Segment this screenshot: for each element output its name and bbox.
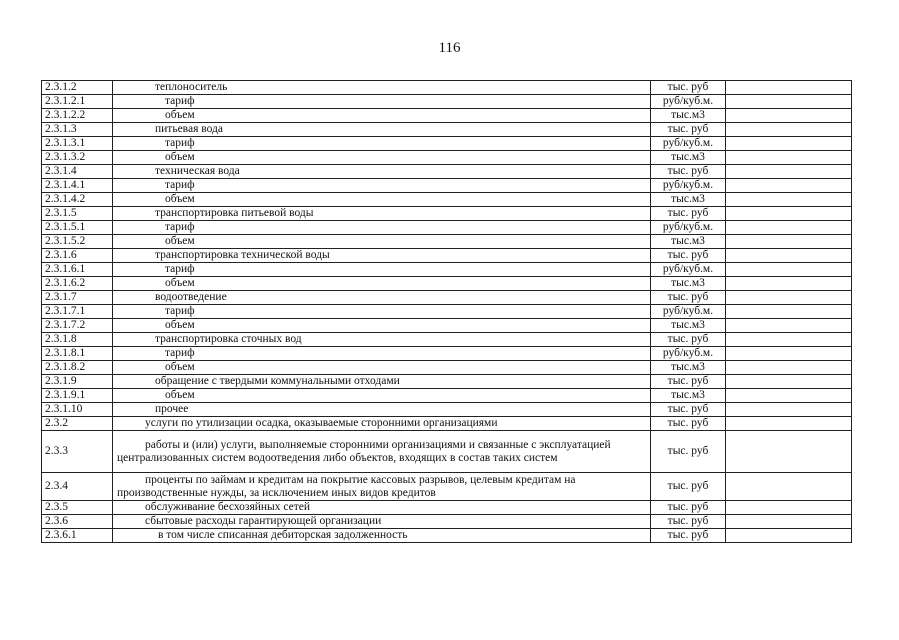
row-code: 2.3.1.5.2: [42, 235, 113, 249]
row-unit: тыс. руб: [651, 165, 726, 179]
row-unit: тыс.м3: [651, 277, 726, 291]
row-name: объем: [113, 361, 651, 375]
row-name: тариф: [113, 221, 651, 235]
table-row: [42, 221, 852, 235]
row-code: 2.3.3: [42, 431, 113, 473]
row-name: транспортировка сточных вод: [113, 333, 651, 347]
row-code: 2.3.1.4.2: [42, 193, 113, 207]
row-unit: тыс.м3: [651, 151, 726, 165]
row-code: 2.3.1.3.1: [42, 137, 113, 151]
row-code: 2.3.1.8.2: [42, 361, 113, 375]
row-unit: руб/куб.м.: [651, 263, 726, 277]
row-unit: тыс. руб: [651, 417, 726, 431]
table-row: [42, 277, 852, 291]
table-row: [42, 249, 852, 263]
table-row: [42, 375, 852, 389]
row-value-cell: [726, 221, 852, 235]
row-unit: руб/куб.м.: [651, 95, 726, 109]
table-row: [42, 137, 852, 151]
row-name: тариф: [113, 305, 651, 319]
table-row: [42, 515, 852, 529]
row-name: тариф: [113, 347, 651, 361]
table-row: [42, 193, 852, 207]
row-name: теплоноситель: [113, 81, 651, 95]
row-value-cell: [726, 95, 852, 109]
row-unit: тыс.м3: [651, 235, 726, 249]
row-name: объем: [113, 389, 651, 403]
row-code: 2.3.6: [42, 515, 113, 529]
row-value-cell: [726, 305, 852, 319]
table-row: [42, 319, 852, 333]
table-row: [42, 95, 852, 109]
row-code: 2.3.1.2: [42, 81, 113, 95]
row-name: тариф: [113, 137, 651, 151]
row-value-cell: [726, 501, 852, 515]
row-value-cell: [726, 165, 852, 179]
row-unit: тыс.м3: [651, 193, 726, 207]
table-row: [42, 403, 852, 417]
table-row: [42, 431, 852, 473]
table-row: [42, 501, 852, 515]
row-value-cell: [726, 123, 852, 137]
row-value-cell: [726, 277, 852, 291]
table-row: [42, 305, 852, 319]
table-row: [42, 291, 852, 305]
row-name: транспортировка технической воды: [113, 249, 651, 263]
table-row: [42, 165, 852, 179]
row-unit: тыс. руб: [651, 529, 726, 543]
row-code: 2.3.1.4: [42, 165, 113, 179]
table-row: [42, 361, 852, 375]
row-name: проценты по займам и кредитам на покрытие кассовых разрывов, целевым кредитам на производственные нужды, за исключением иных видов кредитов: [113, 473, 651, 501]
row-name: питьевая вода: [113, 123, 651, 137]
row-unit: руб/куб.м.: [651, 221, 726, 235]
row-code: 2.3.1.10: [42, 403, 113, 417]
row-value-cell: [726, 193, 852, 207]
row-code: 2.3.1.8.1: [42, 347, 113, 361]
table-row: [42, 179, 852, 193]
row-unit: тыс. руб: [651, 501, 726, 515]
row-unit: тыс.м3: [651, 389, 726, 403]
row-value-cell: [726, 347, 852, 361]
row-unit: тыс.м3: [651, 361, 726, 375]
row-name: техническая вода: [113, 165, 651, 179]
row-value-cell: [726, 249, 852, 263]
row-value-cell: [726, 515, 852, 529]
row-unit: руб/куб.м.: [651, 347, 726, 361]
row-code: 2.3.1.8: [42, 333, 113, 347]
row-value-cell: [726, 81, 852, 95]
row-unit: тыс. руб: [651, 473, 726, 501]
row-unit: тыс. руб: [651, 249, 726, 263]
row-code: 2.3.1.7.1: [42, 305, 113, 319]
table-row: [42, 235, 852, 249]
row-value-cell: [726, 137, 852, 151]
row-name: обращение с твердыми коммунальными отходами: [113, 375, 651, 389]
row-unit: тыс. руб: [651, 291, 726, 305]
row-value-cell: [726, 417, 852, 431]
row-value-cell: [726, 151, 852, 165]
cost-table: [41, 80, 852, 543]
row-value-cell: [726, 473, 852, 501]
row-value-cell: [726, 431, 852, 473]
row-value-cell: [726, 207, 852, 221]
row-value-cell: [726, 403, 852, 417]
row-unit: тыс. руб: [651, 375, 726, 389]
row-code: 2.3.1.5: [42, 207, 113, 221]
table-row: [42, 529, 852, 543]
row-code: 2.3.1.6.2: [42, 277, 113, 291]
row-name: объем: [113, 193, 651, 207]
row-name: в том числе списанная дебиторская задолженность: [113, 529, 651, 543]
row-name: объем: [113, 235, 651, 249]
table-row: [42, 151, 852, 165]
table-row: [42, 417, 852, 431]
row-name: объем: [113, 151, 651, 165]
row-unit: руб/куб.м.: [651, 305, 726, 319]
row-name: услуги по утилизации осадка, оказываемые сторонними организациями: [113, 417, 651, 431]
row-code: 2.3.1.5.1: [42, 221, 113, 235]
row-code: 2.3.1.6.1: [42, 263, 113, 277]
row-unit: тыс. руб: [651, 333, 726, 347]
row-code: 2.3.1.6: [42, 249, 113, 263]
table-row: [42, 81, 852, 95]
table-row: [42, 207, 852, 221]
row-name: объем: [113, 277, 651, 291]
row-value-cell: [726, 109, 852, 123]
row-value-cell: [726, 361, 852, 375]
row-name: объем: [113, 319, 651, 333]
row-name: сбытовые расходы гарантирующей организации: [113, 515, 651, 529]
row-value-cell: [726, 375, 852, 389]
row-name: прочее: [113, 403, 651, 417]
row-code: 2.3.1.2.1: [42, 95, 113, 109]
row-value-cell: [726, 389, 852, 403]
page-number: 116: [438, 40, 461, 56]
row-unit: тыс.м3: [651, 109, 726, 123]
row-name: тариф: [113, 263, 651, 277]
row-code: 2.3.1.3: [42, 123, 113, 137]
row-value-cell: [726, 319, 852, 333]
row-name: обслуживание бесхозяйных сетей: [113, 501, 651, 515]
row-code: 2.3.1.2.2: [42, 109, 113, 123]
row-value-cell: [726, 179, 852, 193]
row-value-cell: [726, 529, 852, 543]
row-unit: тыс.м3: [651, 319, 726, 333]
row-code: 2.3.4: [42, 473, 113, 501]
row-unit: руб/куб.м.: [651, 179, 726, 193]
row-name: объем: [113, 109, 651, 123]
row-value-cell: [726, 235, 852, 249]
row-unit: тыс. руб: [651, 123, 726, 137]
table-row: [42, 263, 852, 277]
row-unit: тыс. руб: [651, 207, 726, 221]
row-name: работы и (или) услуги, выполняемые сторонними организациями и связанные с эксплуатацией централизованных систем водоотведения либо объектов, входящих в состав таких систем: [113, 431, 651, 473]
table-row: [42, 109, 852, 123]
row-unit: тыс. руб: [651, 81, 726, 95]
row-value-cell: [726, 291, 852, 305]
table-row: [42, 347, 852, 361]
row-code: 2.3.1.3.2: [42, 151, 113, 165]
row-code: 2.3.1.9: [42, 375, 113, 389]
row-code: 2.3.1.9.1: [42, 389, 113, 403]
row-code: 2.3.6.1: [42, 529, 113, 543]
row-code: 2.3.1.4.1: [42, 179, 113, 193]
table-row: [42, 389, 852, 403]
table-row: [42, 333, 852, 347]
row-unit: тыс. руб: [651, 403, 726, 417]
row-name: транспортировка питьевой воды: [113, 207, 651, 221]
row-value-cell: [726, 333, 852, 347]
row-name: тариф: [113, 179, 651, 193]
row-name: водоотведение: [113, 291, 651, 305]
row-code: 2.3.5: [42, 501, 113, 515]
row-unit: руб/куб.м.: [651, 137, 726, 151]
row-name: тариф: [113, 95, 651, 109]
row-code: 2.3.2: [42, 417, 113, 431]
row-unit: тыс. руб: [651, 515, 726, 529]
row-code: 2.3.1.7: [42, 291, 113, 305]
row-unit: тыс. руб: [651, 431, 726, 473]
table-row: [42, 473, 852, 501]
row-code: 2.3.1.7.2: [42, 319, 113, 333]
row-value-cell: [726, 263, 852, 277]
table-row: [42, 123, 852, 137]
